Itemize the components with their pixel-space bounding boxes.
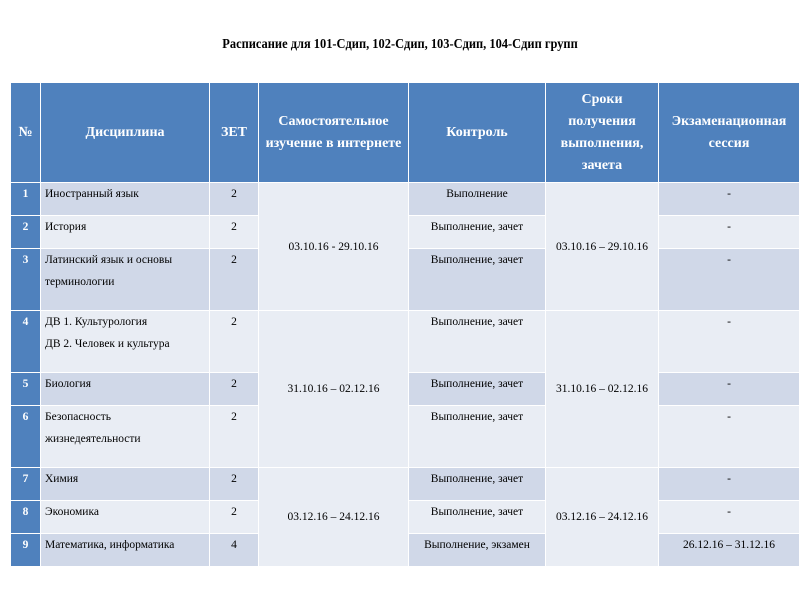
table-row (11, 468, 800, 501)
zet-cell: 2 (210, 501, 259, 534)
row-number: 9 (11, 534, 41, 567)
header-self-study: Самостоятельное изучение в интернете (259, 83, 409, 183)
self-study-period-1: 03.10.16 - 29.10.16 (259, 183, 409, 311)
row-number: 5 (11, 373, 41, 406)
discipline-line-2: ДВ 2. Человек и культура (45, 338, 170, 350)
exam-cell: - (659, 249, 800, 311)
deadline-period-2: 31.10.16 – 02.12.16 (546, 311, 659, 468)
self-study-period-2: 31.10.16 – 02.12.16 (259, 311, 409, 468)
zet-cell: 2 (210, 468, 259, 501)
control-cell: Выполнение (409, 183, 546, 216)
control-cell: Выполнение, зачет (409, 311, 546, 373)
zet-cell: 2 (210, 373, 259, 406)
exam-cell: - (659, 501, 800, 534)
control-cell: Выполнение, зачет (409, 373, 546, 406)
exam-cell: - (659, 216, 800, 249)
zet-cell: 2 (210, 406, 259, 468)
discipline-cell (41, 311, 210, 373)
discipline-cell: Экономика (41, 501, 210, 534)
row-number: 6 (11, 406, 41, 468)
schedule-table (10, 82, 800, 567)
discipline-cell: Математика, информатика (41, 534, 210, 567)
header-num: № (11, 83, 41, 183)
header-control: Контроль (409, 83, 546, 183)
control-cell: Выполнение, зачет (409, 249, 546, 311)
exam-cell: 26.12.16 – 31.12.16 (659, 534, 800, 567)
row-number: 4 (11, 311, 41, 373)
control-cell: Выполнение, зачет (409, 406, 546, 468)
header-deadlines: Сроки получения выполнения, зачета (546, 83, 659, 183)
self-study-period-3: 03.12.16 – 24.12.16 (259, 468, 409, 567)
page-title: Расписание для 101-Сдип, 102-Сдип, 103-Сдип, 104-Сдип групп (222, 36, 578, 51)
discipline-cell: Химия (41, 468, 210, 501)
control-cell: Выполнение, зачет (409, 501, 546, 534)
exam-cell: - (659, 468, 800, 501)
row-number: 1 (11, 183, 41, 216)
header-row (11, 83, 800, 183)
table-row (11, 183, 800, 216)
discipline-cell: История (41, 216, 210, 249)
header-discipline: Дисциплина (41, 83, 210, 183)
row-number: 7 (11, 468, 41, 501)
zet-cell: 4 (210, 534, 259, 567)
zet-cell: 2 (210, 183, 259, 216)
exam-cell: - (659, 406, 800, 468)
discipline-line-1: ДВ 1. Культурология (45, 316, 148, 328)
header-exam-session: Экзаменационная сессия (659, 83, 800, 183)
deadline-period-1: 03.10.16 – 29.10.16 (546, 183, 659, 311)
zet-cell: 2 (210, 249, 259, 311)
row-number: 3 (11, 249, 41, 311)
control-cell: Выполнение, экзамен (409, 534, 546, 567)
discipline-cell: Биология (41, 373, 210, 406)
discipline-cell: Безопасность жизнедеятельности (41, 406, 210, 468)
exam-cell: - (659, 311, 800, 373)
discipline-cell: Иностранный язык (41, 183, 210, 216)
exam-cell: - (659, 183, 800, 216)
row-number: 2 (11, 216, 41, 249)
row-number: 8 (11, 501, 41, 534)
zet-cell: 2 (210, 311, 259, 373)
control-cell: Выполнение, зачет (409, 216, 546, 249)
control-cell: Выполнение, зачет (409, 468, 546, 501)
deadline-period-3: 03.12.16 – 24.12.16 (546, 468, 659, 567)
discipline-cell: Латинский язык и основы терминологии (41, 249, 210, 311)
zet-cell: 2 (210, 216, 259, 249)
exam-cell: - (659, 373, 800, 406)
header-zet: ЗЕТ (210, 83, 259, 183)
table-row (11, 311, 800, 373)
